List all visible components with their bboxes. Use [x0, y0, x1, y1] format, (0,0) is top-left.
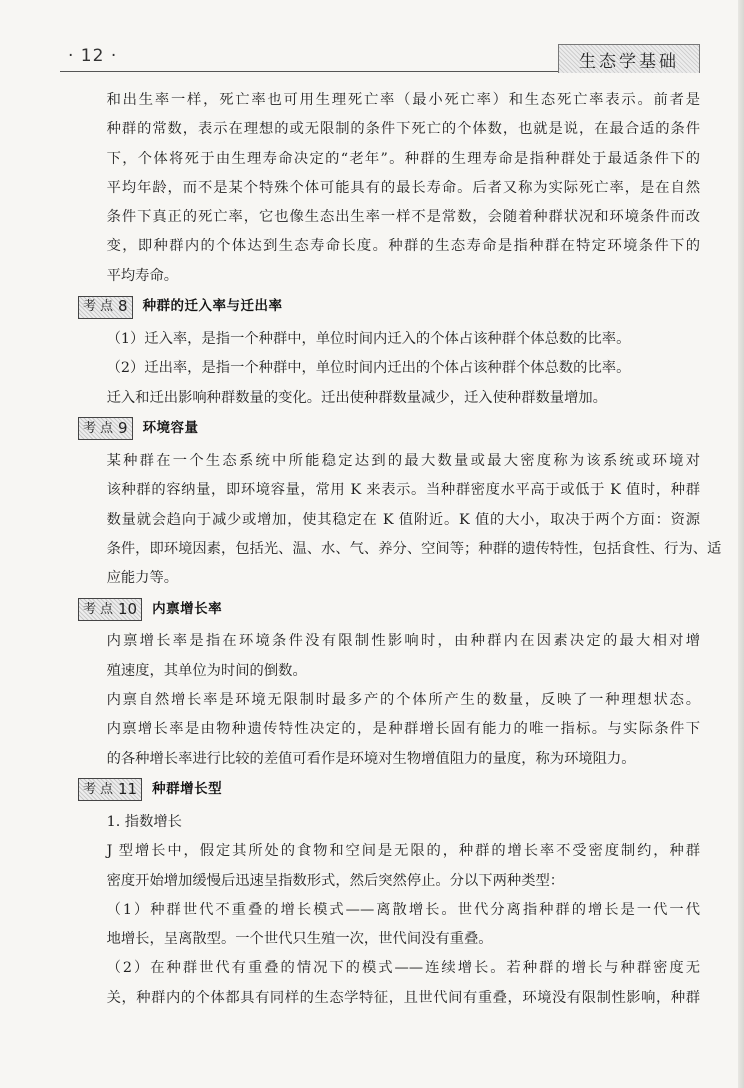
exam-point-label: 考点 [83, 601, 118, 617]
text-line: 殖速度，其单位为时间的倒数。 [106, 662, 307, 679]
section-title: 种群增长型 [152, 781, 223, 798]
text-line: J 型增长中，假定其所处的食物和空间是无限的，种群的增长率不受密度制约，种群 [106, 843, 700, 860]
text-line: （2）迁出率，是指一个种群中，单位时间内迁出的个体占该种群个体总数的比率。 [106, 360, 631, 377]
text-line: 密度开始增加缓慢后迅速呈指数形式，然后突然停止。分以下两种类型： [106, 872, 565, 889]
exam-point-label: 考点 [83, 299, 118, 315]
paragraph [78, 627, 700, 686]
paragraph [78, 325, 700, 354]
text-line: 条件，即环境因素，包括光、温、水、气、养分、空间等；种群的遗传特性，包括食性、行为、适 [106, 540, 722, 557]
section-heading-11 [78, 776, 700, 804]
text-line: 关，种群内的个体都具有同样的生态学特征，且世代间有重叠，环境没有限制性影响，种群 [106, 989, 700, 1006]
text-line: 和出生率一样，死亡率也可用生理死亡率（最小死亡率）和生态死亡率表示。前者是 [106, 92, 700, 108]
page-number: · 12 · [68, 46, 118, 66]
exam-point-number: 11 [118, 780, 138, 799]
text-line: 的各种增长率进行比较的差值可看作是环境对生物增值阻力的量度，称为环境阻力。 [106, 750, 636, 767]
paragraph [78, 384, 700, 413]
text-line: 平均年龄，而不是某个特殊个体可能具有的最长寿命。后者又称为实际死亡率，是在自然 [106, 179, 700, 196]
section-title: 种群的迁入率与迁出率 [142, 298, 283, 315]
text-line: 地增长，呈离散型。一个世代只生殖一次，世代间没有重叠。 [106, 931, 493, 948]
text-line: 数量就会趋向于减少或增加，使其稳定在 K 值附近。K 值的大小，取决于两个方面：资源 [106, 511, 700, 528]
page-header [60, 44, 700, 72]
section-heading-10 [78, 595, 700, 623]
section-title: 环境容量 [142, 420, 199, 437]
text-line: 迁入和迁出影响种群数量的变化。迁出使种群数量减少，迁入使种群数量增加。 [106, 389, 607, 406]
exam-point-number: 8 [118, 297, 128, 316]
text-line: 该种群的容纳量，即环境容量，常用 K 来表示。当种群密度水平高于或低于 K 值时，种群 [106, 482, 700, 499]
exam-point-badge [78, 296, 133, 319]
header-title-box [558, 44, 700, 73]
text-line: 条件下真正的死亡率，它也像生态出生率一样不是常数，会随着种群状况和环境条件而改 [106, 209, 700, 226]
exam-point-badge [78, 778, 142, 801]
text-line: （2）在种群世代有重叠的情况下的模式——连续增长。若种群的增长与种群密度无 [106, 960, 700, 977]
text-line: 内禀自然增长率是环境无限制时最多产的个体所产生的数量，反映了一种理想状态。 [106, 692, 700, 709]
paragraph [78, 686, 700, 774]
text-line: 1. 指数增长 [106, 813, 182, 830]
page-body [78, 86, 722, 1013]
exam-point-number: 9 [118, 419, 128, 438]
paragraph [78, 354, 700, 383]
section-heading-9 [78, 415, 700, 443]
text-line: （1）迁入率，是指一个种群中，单位时间内迁入的个体占该种群个体总数的比率。 [106, 331, 631, 348]
intro-paragraph [78, 86, 700, 291]
text-line: 变，即种群内的个体达到生态寿命长度。种群的生态寿命是指种群在特定环境条件下的 [106, 238, 700, 255]
paragraph [78, 447, 722, 593]
section-heading-8 [78, 293, 700, 321]
section-title: 内禀增长率 [152, 600, 223, 617]
text-line: 内禀增长率是指在环境条件没有限制性影响时，由种群内在因素决定的最大相对增 [106, 633, 700, 650]
exam-point-label: 考点 [83, 782, 118, 798]
text-line: 某种群在一个生态系统中所能稳定达到的最大数量或最大密度称为该系统或环境对 [106, 452, 700, 469]
book-title: 生态学基础 [579, 51, 679, 72]
exam-point-badge [78, 417, 133, 440]
paragraph [78, 837, 700, 896]
text-line: 种群的常数，表示在理想的或无限制的条件下死亡的个体数，也就是说，在最合适的条件 [106, 121, 700, 138]
text-line: 应能力等。 [106, 570, 179, 587]
page-edge [738, 0, 744, 1088]
subheading [78, 808, 700, 837]
exam-point-label: 考点 [83, 421, 118, 437]
text-line: 平均寿命。 [106, 267, 179, 284]
text-line: （1）种群世代不重叠的增长模式——离散增长。世代分离指种群的增长是一代一代 [106, 901, 700, 918]
text-line: 内禀增长率是由物种遗传特性决定的，是种群增长固有能力的唯一指标。与实际条件下 [106, 721, 700, 738]
paragraph [78, 954, 700, 1013]
text-line: 下，个体将死于由生理寿命决定的“老年”。种群的生理寿命是指种群处于最适条件下的 [106, 150, 700, 167]
paragraph [78, 896, 700, 955]
exam-point-number: 10 [118, 599, 138, 618]
exam-point-badge [78, 598, 142, 621]
